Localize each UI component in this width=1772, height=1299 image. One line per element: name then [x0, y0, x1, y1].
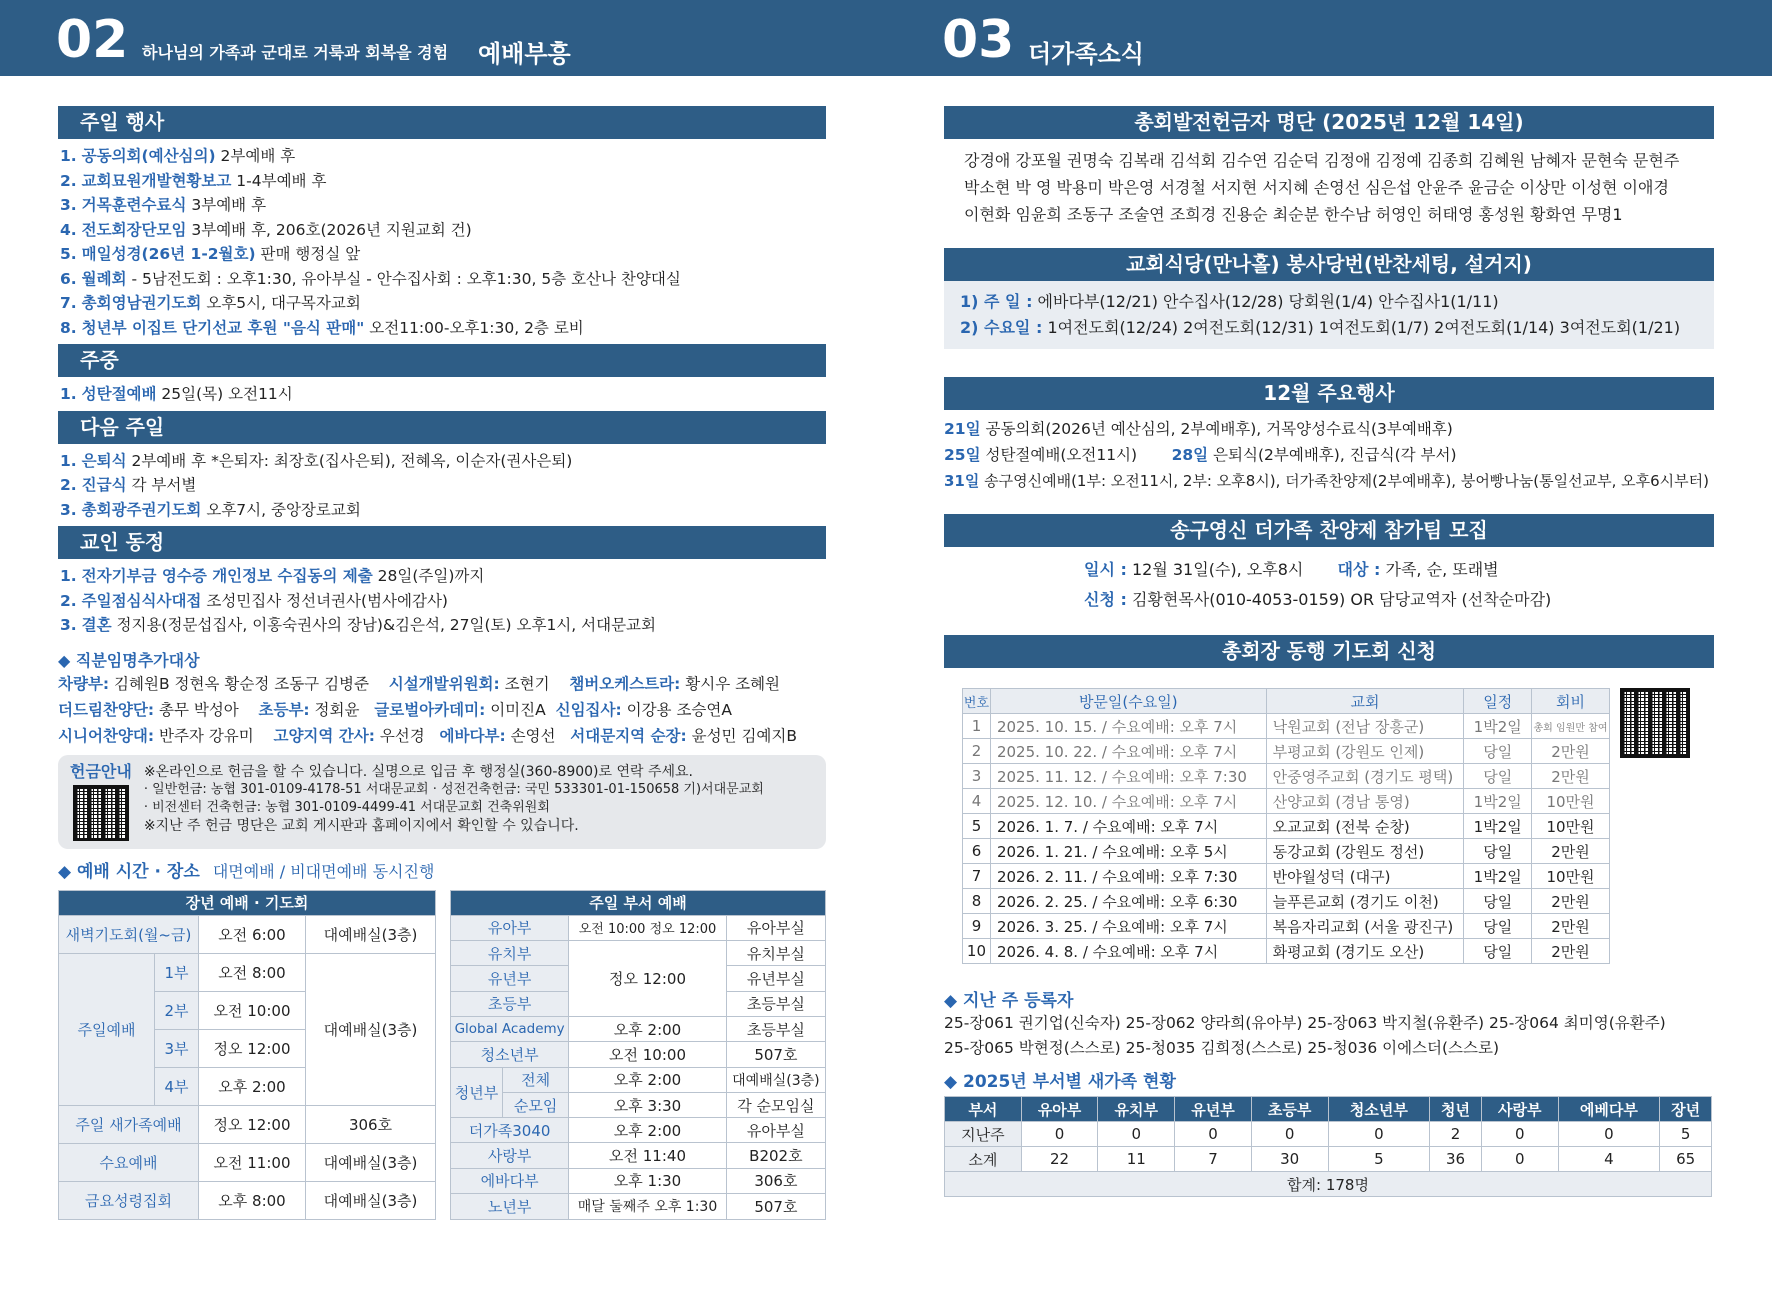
- table-cell: 오교교회 (전북 순창): [1266, 814, 1464, 839]
- december-line: 21일 공동의회(2026년 예산심의, 2부예배후), 거목양성수료식(3부예배후): [944, 420, 1453, 438]
- table-cell: 동강교회 (강원도 정선): [1266, 839, 1464, 864]
- table-cell: 9: [963, 914, 991, 939]
- table-cell: 5: [963, 814, 991, 839]
- table-cell: 10만원: [1532, 814, 1610, 839]
- table-cell: 2025. 11. 12. / 수요예배: 오후 7:30: [990, 764, 1266, 789]
- table-row: 유아부 오전 10:00 정오 12:00 유아부실: [451, 915, 826, 940]
- table-cell: 2만원: [1532, 739, 1610, 764]
- donors-line: 강경애 강포월 권명숙 김복래 김석회 김수연 김순덕 김정애 김정예 김종희 김혜원 남혜자 문현숙 문현주: [964, 151, 1680, 170]
- table-cell: 2026. 1. 7. / 수요예배: 오후 7시: [990, 814, 1266, 839]
- roles-line: 차량부: 김혜원B 정현옥 황순정 조동구 김병준 시설개발위원회: 조현기 챔버오케스트라: 황시우 조혜원: [58, 674, 781, 693]
- list-item: 1. 성탄절예배 25일(목) 오전11시: [60, 385, 293, 403]
- list-item: 3. 결혼 정지용(정문섭집사, 이홍숙권사의 장남)&김은석, 27일(토) 오후1시, 서대문교회: [60, 616, 656, 634]
- qr-code-icon[interactable]: [1620, 688, 1690, 758]
- table-header: 주일 부서 예배: [451, 890, 826, 915]
- table-cell: 화평교회 (경기도 오산): [1266, 939, 1464, 964]
- offering-line: ※지난 주 헌금 명단은 교회 게시판과 홈페이지에서 확인할 수 있습니다.: [143, 817, 579, 834]
- table-cell: 당일: [1464, 889, 1532, 914]
- table-cell: 4: [963, 789, 991, 814]
- table-header-cell: 유년부: [1175, 1097, 1252, 1122]
- table-cell: 부평교회 (강원도 인제): [1266, 739, 1464, 764]
- table-header-cell: 초등부: [1251, 1097, 1328, 1122]
- table-cell: 2025. 12. 10. / 수요예배: 오후 7시: [990, 789, 1266, 814]
- table-cell: 0: [1098, 1122, 1175, 1147]
- table-row: 금요성령집회 오후 8:00 대예배실(3층): [59, 1181, 436, 1219]
- table-cell: 10만원: [1532, 864, 1610, 889]
- registrants-title: ◆ 지난 주 등록자: [944, 991, 1074, 1011]
- list-item: 8. 청년부 이집트 단기선교 후원 "음식 판매" 오전11:00-오후1:30, 2층 로비: [60, 318, 584, 337]
- cafeteria-title: 교회식당(만나홀) 봉사당번(반찬세팅, 설거지): [944, 248, 1714, 281]
- table-cell: 7: [963, 864, 991, 889]
- table-cell: 2: [963, 739, 991, 764]
- section-next-sunday-title: 다음 주일: [58, 411, 826, 444]
- table-cell: 지난주: [945, 1122, 1022, 1147]
- table-cell: 2026. 2. 25. / 수요예배: 오후 6:30: [990, 889, 1266, 914]
- table-row: 노년부 매달 둘째주 오후 1:30 507호: [451, 1194, 826, 1219]
- table-cell: 10만원: [1532, 789, 1610, 814]
- list-item: 2. 진급식 각 부서별: [60, 476, 197, 494]
- donors-title: 총회발전헌금자 명단 (2025년 12월 14일): [944, 106, 1714, 139]
- prayer-table: [962, 688, 1610, 964]
- list-item: 1. 은퇴식 2부예배 후 *은퇴자: 최장호(집사은퇴), 전혜옥, 이순자(권사은퇴): [60, 451, 573, 470]
- registrants-line: 25-장065 박현정(스스로) 25-청035 김희정(스스로) 25-청036 이에스더(스스로): [944, 1039, 1500, 1057]
- newfamily-table-body: [945, 1122, 1712, 1172]
- header-bar: [0, 0, 1772, 76]
- table-cell: 늘푸른교회 (경기도 이천): [1266, 889, 1464, 914]
- offering-label: 헌금안내: [70, 761, 132, 781]
- right-page-number: 03: [942, 10, 1015, 70]
- table-cell: 0: [1481, 1122, 1558, 1147]
- table-cell: 2만원: [1532, 939, 1610, 964]
- table-cell: 6: [963, 839, 991, 864]
- december-title: 12월 주요행사: [944, 377, 1714, 410]
- table-row: 청년부 전체 오후 2:00 대예배실(3층): [451, 1067, 826, 1092]
- table-cell: 2025. 10. 22. / 수요예배: 오후 7시: [990, 739, 1266, 764]
- table-cell: 5: [1660, 1122, 1712, 1147]
- offering-box: [58, 755, 826, 849]
- list-item: 3. 거목훈련수료식 3부예배 후: [60, 196, 267, 214]
- table-row: [963, 739, 1610, 764]
- prayer-table-body: [963, 714, 1610, 964]
- section-sunday-events-title: 주일 행사: [58, 106, 826, 139]
- next-sunday-list: [60, 449, 826, 523]
- cafeteria-box: [944, 281, 1714, 349]
- worship-title: ◆ 예배 시간 · 장소: [58, 861, 200, 882]
- table-cell: 2만원: [1532, 914, 1610, 939]
- table-cell: 0: [1251, 1122, 1328, 1147]
- table-cell: 2만원: [1532, 839, 1610, 864]
- left-page-number: 02: [56, 10, 129, 70]
- list-item: 7. 총회영남권기도회 오후5시, 대구목자교회: [60, 294, 361, 312]
- prayer-title: 총회장 동행 기도회 신청: [944, 635, 1714, 668]
- table-cell: 1박2일: [1464, 814, 1532, 839]
- table-cell: 안중영주교회 (경기도 평택): [1266, 764, 1464, 789]
- qr-code-icon[interactable]: [73, 785, 129, 841]
- table-cell: 2026. 4. 8. / 수요예배: 오후 7시: [990, 939, 1266, 964]
- table-header-row: 번호 방문일(수요일) 교회 일정 회비: [963, 689, 1610, 714]
- roles-line: 더드림찬양단: 총무 박성아 초등부: 정회윤 글로벌아카데미: 이미진A 신임집사: 이강용 조승연A: [58, 700, 732, 719]
- table-cell: 2026. 1. 21. / 수요예배: 오후 5시: [990, 839, 1266, 864]
- table-header-cell: 부서: [945, 1097, 1022, 1122]
- donors-line: 이현화 임윤희 조동구 조술연 조희경 진용순 최순분 한수남 허영인 허태영 홍성원 황화연 무명1: [964, 205, 1623, 224]
- list-item: 6. 월례회 - 5남전도회 : 오후1:30, 유아부실 - 안수집사회 : 오후1:30, 5층 호산나 찬양대실: [60, 269, 681, 288]
- weekday-list: [60, 382, 826, 407]
- table-row: 주일 새가족예배 정오 12:00 306호: [59, 1105, 436, 1143]
- table-cell: 10: [963, 939, 991, 964]
- table-cell: 당일: [1464, 764, 1532, 789]
- table-cell: 2만원: [1532, 889, 1610, 914]
- registrants-line: 25-장061 권기업(신숙자) 25-장062 양라희(유아부) 25-장063 박지철(유환주) 25-장064 최미영(유환주): [944, 1014, 1666, 1032]
- offering-line: · 비전센터 건축헌금: 농협 301-0109-4499-41 서대문교회 건축위원회: [143, 799, 550, 815]
- table-cell: 2025. 10. 15. / 수요예배: 오후 7시: [990, 714, 1266, 739]
- section-weekday-title: 주중: [58, 344, 826, 377]
- table-row: 3부 정오 12:00: [59, 1029, 436, 1067]
- december-line: 31일 송구영신예배(1부: 오전11시, 2부: 오후8시), 더가족찬양제(2부예배후), 붕어빵나눔(통일선교부, 오후6시부터): [944, 472, 1709, 490]
- table-cell: 0: [1021, 1122, 1098, 1147]
- table-row: [945, 1122, 1712, 1147]
- newfamily-title: ◆ 2025년 부서별 새가족 현황: [944, 1072, 1176, 1092]
- left-page-subtitle: 하나님의 가족과 군대로 거룩과 회복을 경험: [142, 43, 449, 62]
- table-row: Global Academy 오후 2:00 초등부실: [451, 1016, 826, 1041]
- cafeteria-line: 1) 주 일 : 에바다부(12/21) 안수집사(12/28) 당회원(1/4) 안수집사1(1/11): [960, 292, 1499, 311]
- table-cell: 2만원: [1532, 764, 1610, 789]
- table-row: [963, 814, 1610, 839]
- left-column: [58, 106, 826, 1220]
- table-row: 청소년부 오전 10:00 507호: [451, 1042, 826, 1067]
- offering-line: ※온라인으로 헌금을 할 수 있습니다. 실명으로 입금 후 행정실(360-8900)로 연락 주세요.: [143, 763, 694, 780]
- roles-title: ◆ 직분임명추가대상: [58, 650, 200, 670]
- table-cell: 1: [963, 714, 991, 739]
- donors-list: [944, 139, 1714, 236]
- table-cell: 22: [1021, 1147, 1098, 1172]
- table-cell: 1박2일: [1464, 789, 1532, 814]
- offering-label-group: [70, 763, 132, 841]
- table-row: 유년부 유년부실: [451, 966, 826, 991]
- right-page-title: 더가족소식: [1028, 40, 1144, 68]
- table-cell: 36: [1430, 1147, 1482, 1172]
- praise-line: 일시 : 12월 31일(수), 오후8시 대상 : 가족, 순, 또래별: [1084, 560, 1499, 579]
- members-list: [60, 564, 826, 638]
- table-cell: 30: [1251, 1147, 1328, 1172]
- right-column: [944, 106, 1714, 1197]
- donors-line: 박소현 박 영 박용미 박은영 서경철 서지현 서지혜 손영선 심은섭 안윤주 윤금순 이상만 이성현 이애경: [964, 178, 1669, 197]
- table-cell: 0: [1328, 1122, 1430, 1147]
- table-row: 유치부 정오 12:00 유치부실: [451, 941, 826, 966]
- table-row: 주일예배 1부 오전 8:00 대예배실(3층): [59, 953, 436, 991]
- list-item: 1. 전자기부금 영수증 개인정보 수집동의 제출 28일(주일)까지: [60, 567, 485, 585]
- table-cell: 0: [1558, 1122, 1660, 1147]
- offering-text: [144, 763, 764, 841]
- newfamily-table: [944, 1096, 1712, 1197]
- table-row: [945, 1172, 1712, 1197]
- list-item: 2. 교회묘원개발현황보고 1-4부예배 후: [60, 171, 327, 190]
- worship-tables: [58, 890, 826, 1220]
- table-header-cell: 사랑부: [1481, 1097, 1558, 1122]
- table-cell: 당일: [1464, 914, 1532, 939]
- table-row: 수요예배 오전 11:00 대예배실(3층): [59, 1143, 436, 1181]
- offering-line: · 일반헌금: 농협 301-0109-4178-51 서대문교회 · 성전건축헌금: 국민 533301-01-150658 기)서대문교회: [143, 781, 764, 797]
- table-cell: 낙원교회 (전남 장흥군): [1266, 714, 1464, 739]
- worship-subtitle: 대면예배 / 비대면예배 동시진행: [212, 861, 435, 881]
- table-cell: 4: [1558, 1147, 1660, 1172]
- table-row: 사랑부 오전 11:40 B202호: [451, 1143, 826, 1168]
- table-cell: 반야월성덕 (대구): [1266, 864, 1464, 889]
- table-row: 초등부 초등부실: [451, 991, 826, 1016]
- list-item: 4. 전도회장단모임 3부예배 후, 206호(2026년 지원교회 건): [60, 220, 472, 239]
- table-cell: 2026. 3. 25. / 수요예배: 오후 7시: [990, 914, 1266, 939]
- table-header-cell: 장년: [1660, 1097, 1712, 1122]
- table-row: [963, 789, 1610, 814]
- table-header-cell: 유아부: [1021, 1097, 1098, 1122]
- table-row: [945, 1147, 1712, 1172]
- table-row: 에바다부 오후 1:30 306호: [451, 1168, 826, 1193]
- cafeteria-line: 2) 수요일 : 1여전도회(12/24) 2여전도회(12/31) 1여전도회(1/7) 2여전도회(1/14) 3여전도회(1/21): [960, 318, 1681, 337]
- table-cell: 2026. 2. 11. / 수요예배: 오후 7:30: [990, 864, 1266, 889]
- table-row: 4부 오후 2:00: [59, 1067, 436, 1105]
- table-cell: 당일: [1464, 939, 1532, 964]
- table-cell: 11: [1098, 1147, 1175, 1172]
- list-item: 3. 총회광주권기도회 오후7시, 중앙장로교회: [60, 500, 361, 519]
- table-cell: 당일: [1464, 839, 1532, 864]
- table-cell: 8: [963, 889, 991, 914]
- list-item: 2. 주일점심식사대접 조성민집사 정선녀권사(범사에감사): [60, 591, 448, 610]
- sunday-events-list: [60, 144, 826, 340]
- table-cell: 복음자리교회 (서울 광진구): [1266, 914, 1464, 939]
- newfamily-total: 합계: 178명: [945, 1172, 1712, 1197]
- left-page-title: 예배부흥: [478, 40, 571, 68]
- december-line: 25일 성탄절예배(오전11시) 28일 은퇴식(2부예배후), 진급식(각 부서): [944, 446, 1457, 464]
- table-header-cell: 청년: [1430, 1097, 1482, 1122]
- registrants-list: [944, 1011, 1714, 1061]
- praise-title: 송구영신 더가족 찬양제 참가팀 모집: [944, 514, 1714, 547]
- table-header-cell: 청소년부: [1328, 1097, 1430, 1122]
- table-header-cell: 에베다부: [1558, 1097, 1660, 1122]
- worship-heading: [58, 857, 826, 882]
- table-cell: 2: [1430, 1122, 1482, 1147]
- table-row: [963, 839, 1610, 864]
- table-cell: 총회 임원만 참여: [1532, 714, 1610, 739]
- table-row: [963, 914, 1610, 939]
- dept-worship-table: [450, 890, 826, 1220]
- table-cell: 0: [1175, 1122, 1252, 1147]
- table-cell: 소계: [945, 1147, 1022, 1172]
- table-cell: 당일: [1464, 739, 1532, 764]
- table-row: [963, 864, 1610, 889]
- table-row: 더가족3040 오후 2:00 유아부실: [451, 1118, 826, 1143]
- table-header: 장년 예배 · 기도회: [59, 890, 436, 915]
- roles-line: 시니어찬양대: 반주자 강유미 고양지역 간사: 우선경 에바다부: 손영선 서대문지역 순장: 윤성민 김예지B: [58, 726, 798, 745]
- prayer-area: [962, 688, 1714, 964]
- table-cell: 5: [1328, 1147, 1430, 1172]
- december-list: [944, 410, 1714, 494]
- table-cell: 3: [963, 764, 991, 789]
- roles-block: [58, 671, 826, 749]
- table-row: 2부 오전 10:00: [59, 991, 436, 1029]
- adult-worship-table: [58, 890, 436, 1220]
- table-header-row: [945, 1097, 1712, 1122]
- section-members-title: 교인 동정: [58, 526, 826, 559]
- praise-line: 신청 : 김황현목사(010-4053-0159) OR 담당교역자 (선착순마감): [1084, 590, 1552, 609]
- table-cell: 산양교회 (경남 통영): [1266, 789, 1464, 814]
- table-row: 순모임 오후 3:30 각 순모임실: [451, 1092, 826, 1117]
- table-row: [963, 889, 1610, 914]
- table-row: 새벽기도회(월~금) 오전 6:00 대예배실(3층): [59, 915, 436, 953]
- table-cell: 1박2일: [1464, 864, 1532, 889]
- list-item: 5. 매일성경(26년 1-2월호) 판매 행정실 앞: [60, 245, 361, 263]
- praise-info: [944, 547, 1714, 615]
- table-cell: 7: [1175, 1147, 1252, 1172]
- list-item: 1. 공동의회(예산심의) 2부예배 후: [60, 147, 296, 165]
- table-cell: 65: [1660, 1147, 1712, 1172]
- table-cell: 0: [1481, 1147, 1558, 1172]
- table-row: [963, 764, 1610, 789]
- table-row: [963, 939, 1610, 964]
- table-header-cell: 유치부: [1098, 1097, 1175, 1122]
- table-cell: 1박2일: [1464, 714, 1532, 739]
- table-row: [963, 714, 1610, 739]
